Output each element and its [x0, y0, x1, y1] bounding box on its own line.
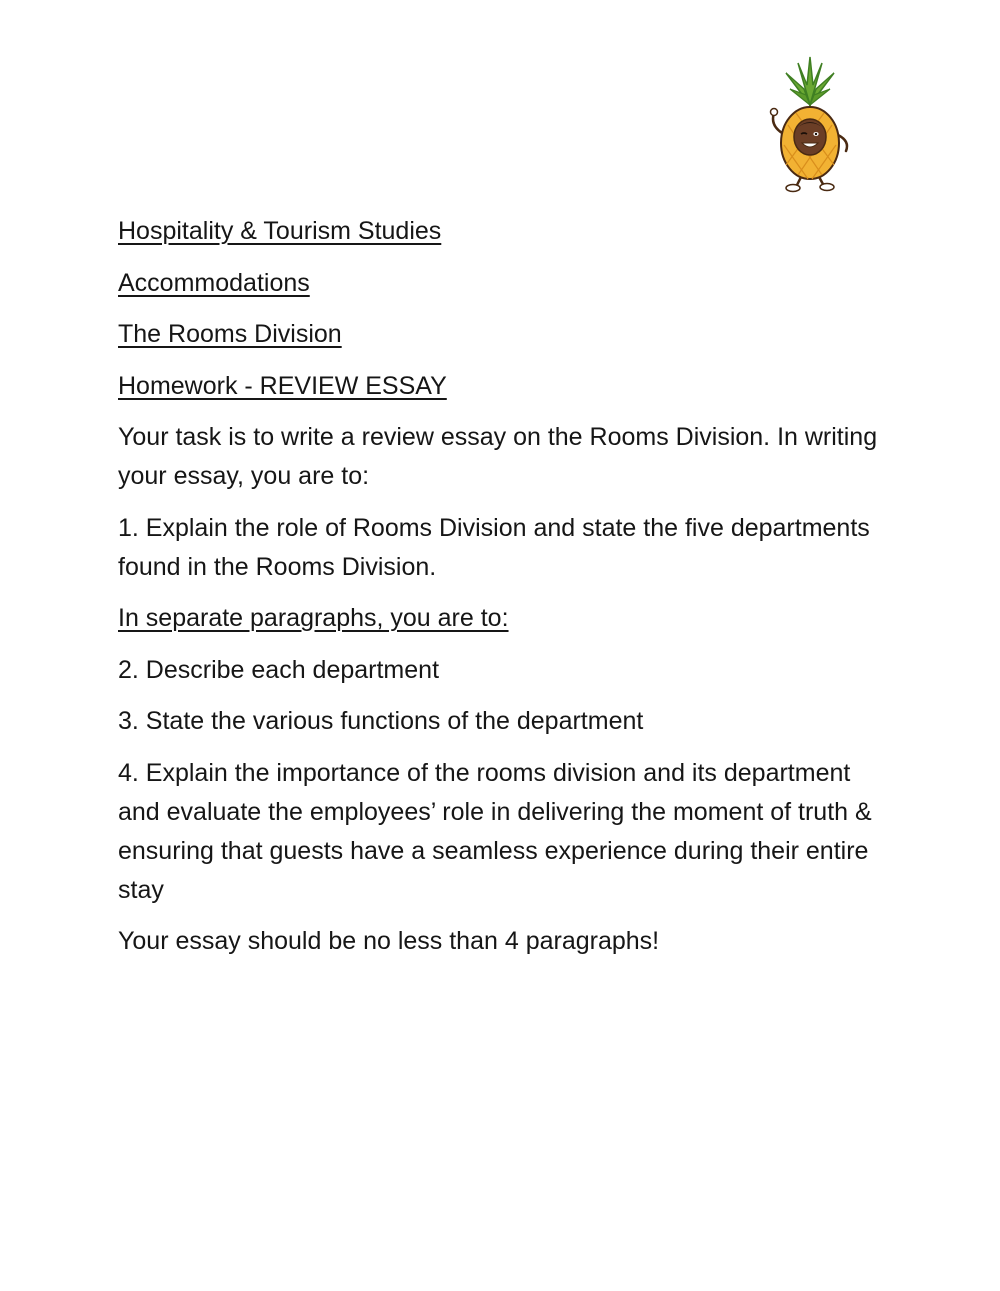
pineapple-leaves — [786, 57, 834, 105]
subject-heading: Hospitality & Tourism Studies — [118, 217, 442, 245]
document-body — [118, 212, 888, 974]
unit-heading: Accommodations — [118, 268, 310, 297]
separate-paragraphs-heading: In separate paragraphs, you are to: — [118, 604, 509, 632]
assignment-heading: Homework - REVIEW ESSAY — [118, 371, 447, 400]
topic-heading: The Rooms Division — [118, 320, 342, 348]
task-item-3: 3. State the various functions of the department — [118, 707, 644, 735]
closing-note: Your essay should be no less than 4 paragraphs! — [118, 927, 660, 955]
avatar-face — [794, 119, 826, 155]
task-item-1: 1. Explain the role of Rooms Division and state the five departments found in the Rooms Division. — [118, 513, 870, 581]
task-item-4: 4. Explain the importance of the rooms division and its department and evaluate the employees’ role in delivering the moment of truth & ensuring that guests have a seamless experience during their entire stay — [118, 758, 872, 904]
task-item-2: 2. Describe each department — [118, 655, 440, 684]
pineapple-avatar-icon — [760, 55, 860, 195]
intro-paragraph: Your task is to write a review essay on the Rooms Division. In writing your essay, you are to: — [118, 423, 878, 490]
